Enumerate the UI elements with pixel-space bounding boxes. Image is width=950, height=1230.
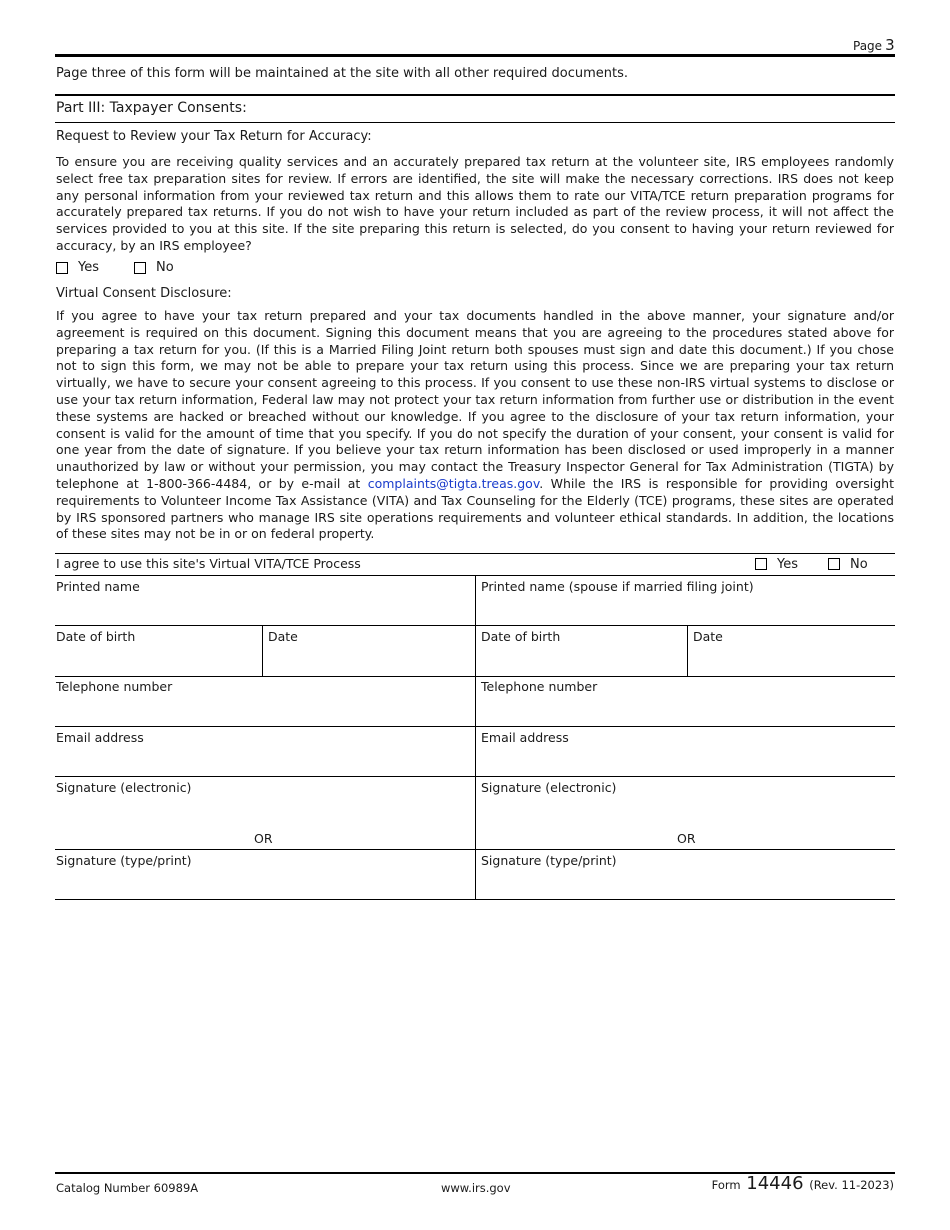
virtual-body bbox=[56, 308, 894, 543]
signature-electronic-field[interactable]: Signature (electronic) bbox=[56, 780, 192, 795]
spouse-telephone-field[interactable]: Telephone number bbox=[481, 679, 598, 694]
agree-yes-label: Yes bbox=[777, 557, 798, 572]
spouse-email-field[interactable]: Email address bbox=[481, 730, 569, 745]
part-bottom-rule bbox=[55, 122, 895, 123]
signature-type-field[interactable]: Signature (type/print) bbox=[56, 853, 192, 868]
agree-yes-checkbox[interactable] bbox=[755, 558, 767, 570]
top-rule bbox=[55, 54, 895, 57]
spouse-date-field[interactable]: Date bbox=[693, 629, 723, 644]
review-yes-label: Yes bbox=[78, 260, 99, 275]
spouse-signature-electronic-field[interactable]: Signature (electronic) bbox=[481, 780, 617, 795]
page-number-label bbox=[853, 36, 895, 54]
spouse-or-separator: OR bbox=[677, 831, 696, 846]
website-link[interactable]: www.irs.gov bbox=[441, 1181, 511, 1195]
review-heading: Request to Review your Tax Return for Accuracy: bbox=[56, 129, 372, 144]
tigta-email-link[interactable]: complaints@tigta.treas.gov bbox=[367, 475, 540, 491]
date-field[interactable]: Date bbox=[268, 629, 298, 644]
page-number: 3 bbox=[885, 36, 895, 54]
page-word: Page bbox=[853, 39, 883, 53]
part-top-rule bbox=[55, 94, 895, 96]
email-field[interactable]: Email address bbox=[56, 730, 144, 745]
grid-right-date-divider bbox=[687, 625, 688, 676]
or-separator: OR bbox=[254, 831, 273, 846]
part-title: Part III: Taxpayer Consents: bbox=[56, 100, 247, 116]
review-yes-checkbox[interactable] bbox=[56, 262, 68, 274]
catalog-number: Catalog Number 60989A bbox=[56, 1181, 199, 1195]
form-word: Form bbox=[711, 1178, 741, 1192]
telephone-field[interactable]: Telephone number bbox=[56, 679, 173, 694]
virtual-heading: Virtual Consent Disclosure: bbox=[56, 286, 232, 301]
virtual-body-part1: If you agree to have your tax return prepared and your tax documents handled in the above manner, your signature and/or agreement is required on this document. Signing this document means that you are agreeing to the procedures stated above for preparing a tax return for you. (If this is a Married Filing Joint return both spouses must sign and date this document.) If you chose not to sign this form, we may not be able to prepare your tax return using this process. Since we are preparing your tax return virtually, we have to secure your consent agreeing to this process. If you consent to use these non-IRS virtual systems to disclose or use your tax return information, Federal law may not protect your tax return information from further use or distribution in the event these systems are hacked or breached without our knowledge. If you agree to the disclosure of your tax return information, your consent is valid for the amount of time that you specify. If you do not specify the duration of your consent, your consent is valid for one year from the date of signature. If you believe your tax return information has been disclosed or used improperly in a manner unauthorized by law or without your permission, you may contact the Treasury Inspector General for Tax Administration (TIGTA) by telephone at 1-800-366-4484, or by e-mail at bbox=[56, 308, 894, 491]
review-no-label: No bbox=[156, 260, 174, 275]
agree-no-checkbox[interactable] bbox=[828, 558, 840, 570]
form-id bbox=[712, 1173, 894, 1194]
spouse-printed-name-field[interactable]: Printed name (spouse if married filing joint) bbox=[481, 579, 754, 594]
review-no-checkbox[interactable] bbox=[134, 262, 146, 274]
spouse-date-of-birth-field[interactable]: Date of birth bbox=[481, 629, 561, 644]
agree-top-rule bbox=[55, 553, 895, 554]
form-revision: (Rev. 11-2023) bbox=[809, 1178, 894, 1192]
date-of-birth-field[interactable]: Date of birth bbox=[56, 629, 136, 644]
review-body: To ensure you are receiving quality services and an accurately prepared tax return at the volunteer site, IRS employees randomly select free tax preparation sites for review. If errors are identified, the site will make the necessary corrections. IRS does not keep any personal information from your reviewed tax return and this allows them to rate our VITA/TCE return preparation programs for accurately prepared tax returns. If you do not wish to have your return included as part of the review process, it will not affect the services provided to you at this site. If the site preparing this return is selected, do you consent to having your return reviewed for accuracy, by an IRS employee? bbox=[56, 154, 894, 253]
agree-no-label: No bbox=[850, 557, 868, 572]
grid-left-date-divider bbox=[262, 625, 263, 676]
spouse-signature-type-field[interactable]: Signature (type/print) bbox=[481, 853, 617, 868]
printed-name-field[interactable]: Printed name bbox=[56, 579, 140, 594]
intro-text: Page three of this form will be maintained at the site with all other required documents. bbox=[56, 66, 629, 81]
agree-label: I agree to use this site's Virtual VITA/TCE Process bbox=[56, 556, 361, 571]
virtual-body-part2: . While the IRS is responsible for providing oversight requirements to Volunteer Income Tax Assistance (VITA) and Tax Counseling for the Elderly (TCE) programs, these sites are operated by IRS sponsored partners who manage IRS site operations requirements and volunteer ethical standards. In addition, the locations of these sites may not be in or on federal property. bbox=[56, 475, 894, 542]
grid-center-divider bbox=[475, 575, 476, 900]
form-number: 14446 bbox=[746, 1173, 804, 1194]
